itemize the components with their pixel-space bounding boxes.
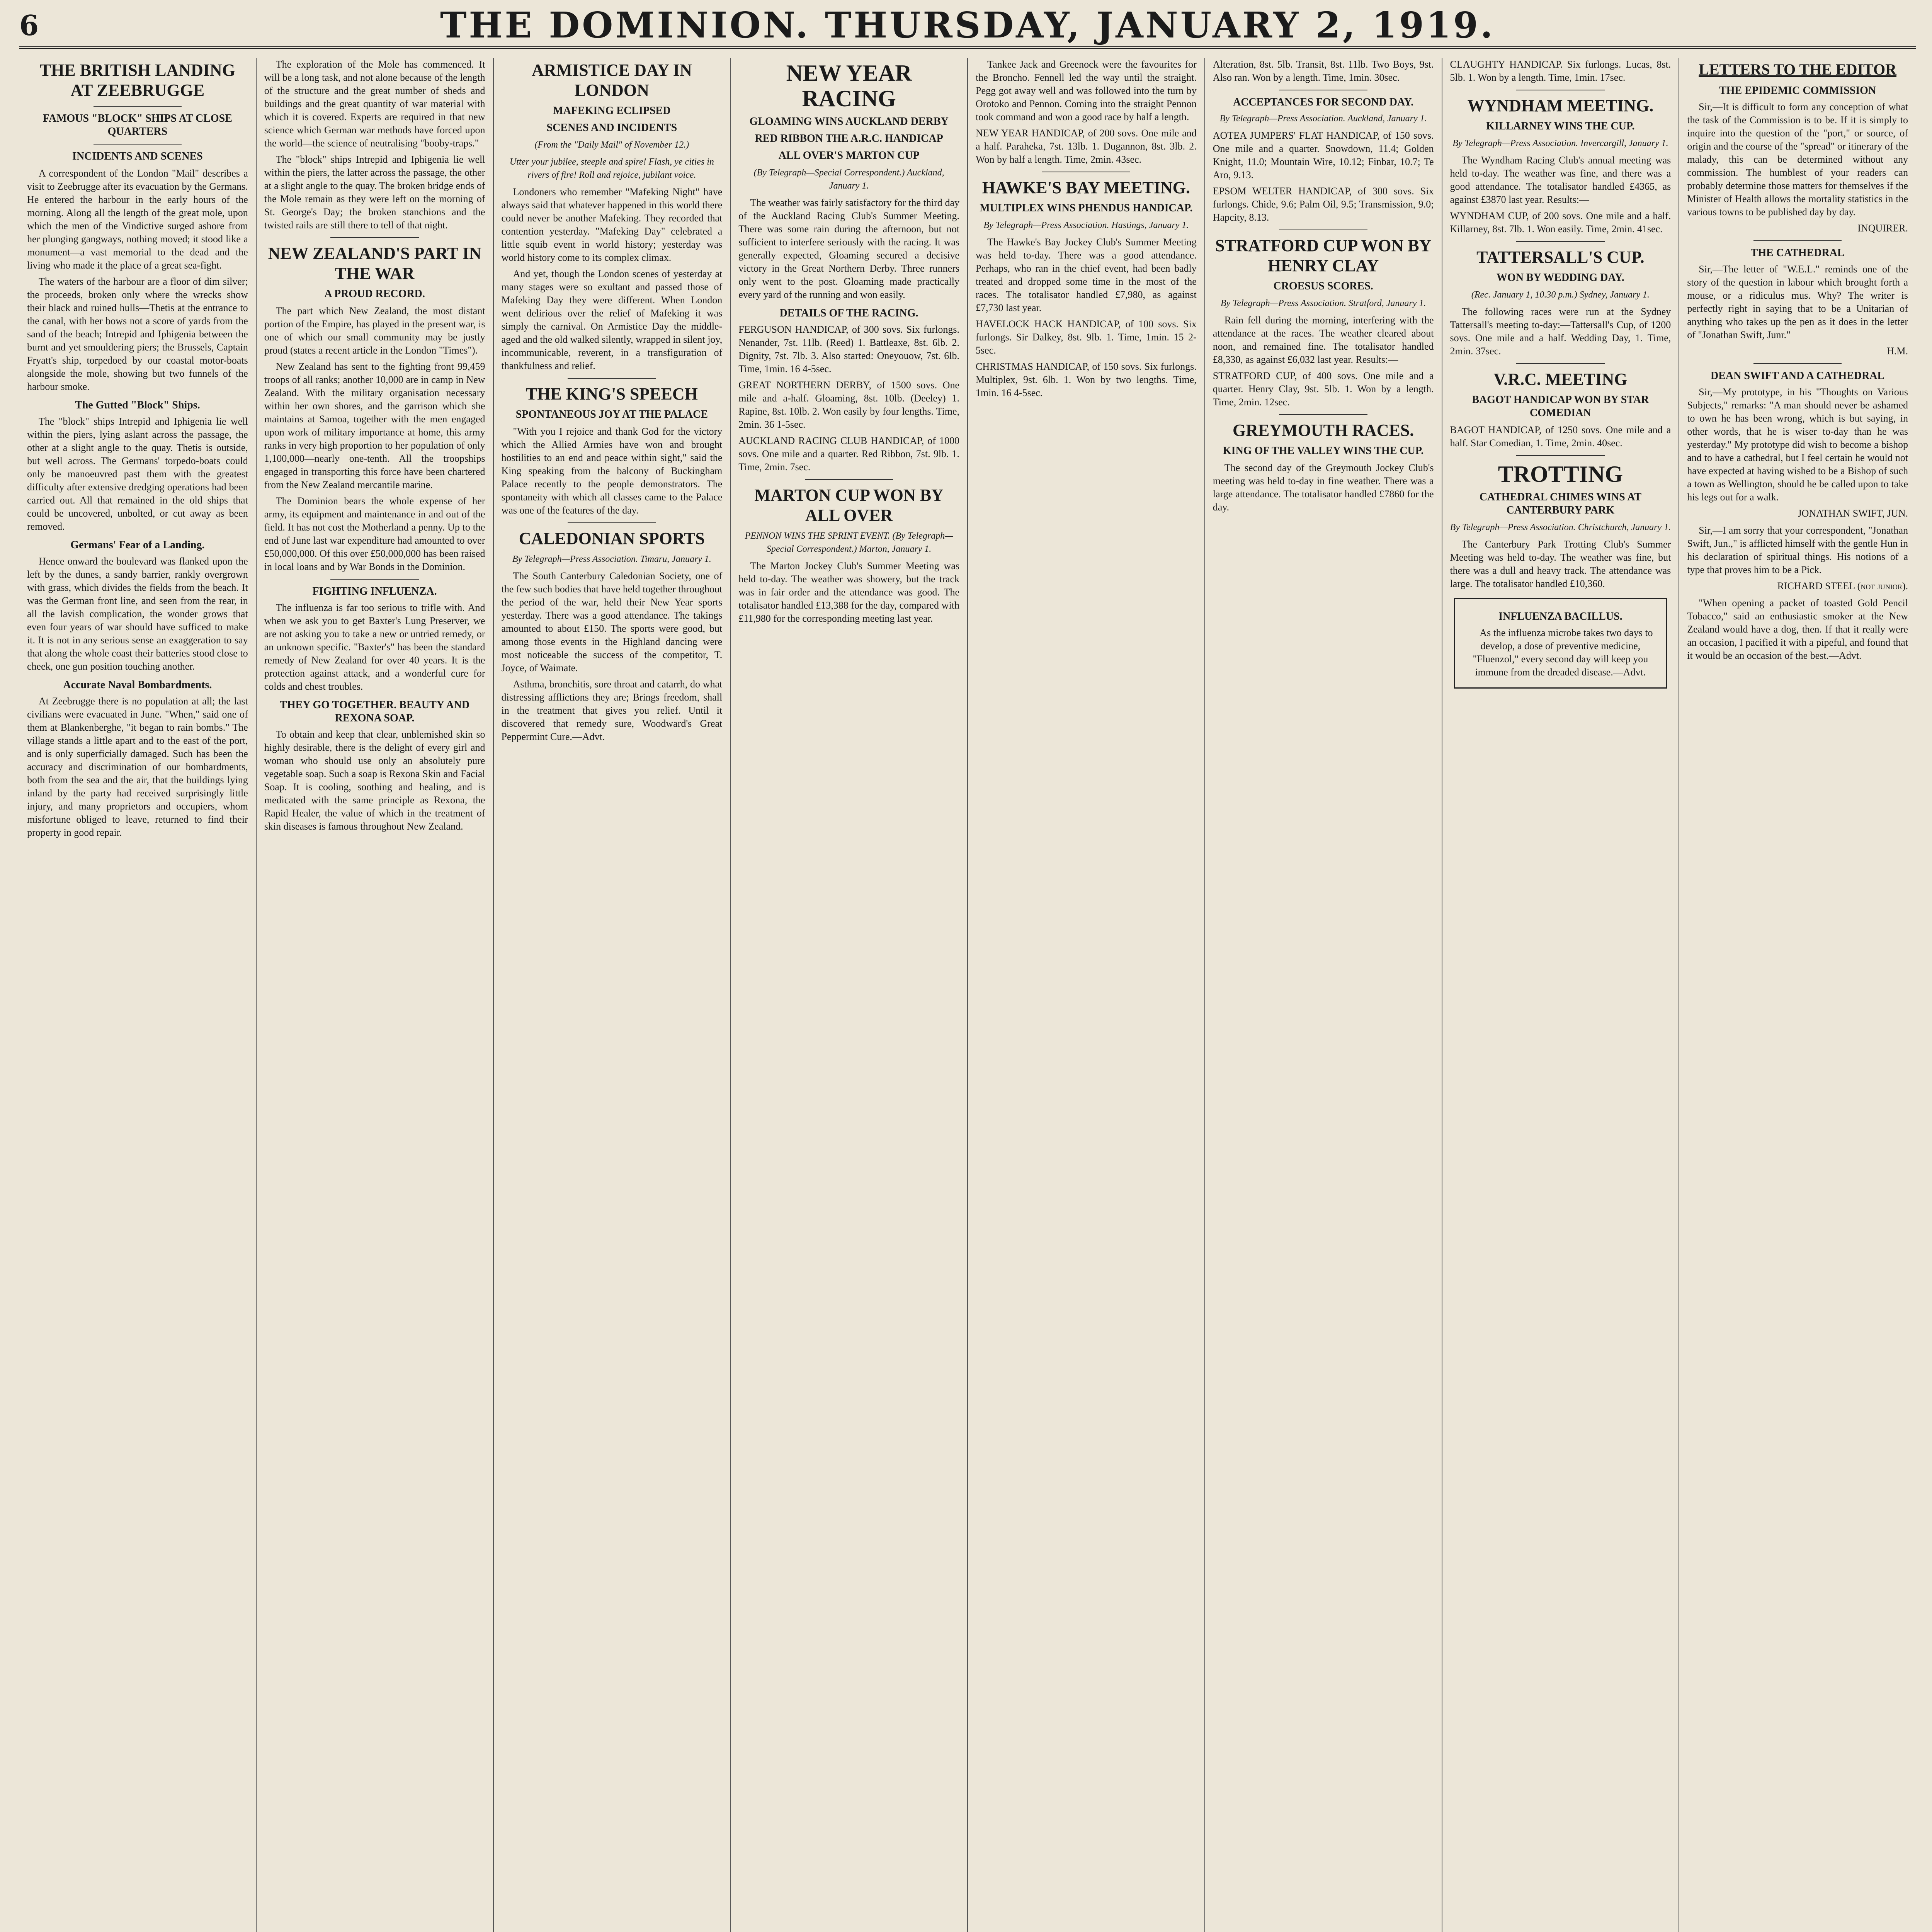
divider — [1753, 363, 1842, 364]
letter-subject: THE CATHEDRAL — [1750, 247, 1845, 259]
byline: By Telegraph—Press Association. Timaru, January 1. — [512, 554, 711, 564]
paragraph: The part which New Zealand, the most distant portion of the Empire, has played in the present war, is one of which our small community may be justly proud (states a recent article in the London "Times"). — [264, 305, 485, 356]
advertisement-box — [1454, 598, 1667, 689]
byline: (By Telegraph—Special Correspondent.) Auckland, January 1. — [753, 168, 944, 191]
divider — [1753, 240, 1842, 241]
subhead: FIGHTING INFLUENZA. — [312, 585, 437, 597]
paragraph: The South Canterbury Caledonian Society, one of the few such bodies that have held together throughout the period of the war, held their New Year sports yesterday. There was a good attendance. The takings amounted to about £150. The sports were good, but among those events in the Highland dancing were most noticeable the success of the competitor, T. Joyce, of Waimate. — [501, 570, 723, 673]
column-3 — [493, 58, 730, 1932]
advertisement: To obtain and keep that clear, unblemished skin so highly desirable, there is the delight of every girl and woman who should use only an absolutely pure vegetable soap. Such a soap is Rexona Skin and Facial Soap. It is cooling, soothing and healing, and is medicated with the same principle as Rexona, the Rapid Healer, the value of which in the treatment of skin diseases is famous throughout New Zealand. — [264, 729, 485, 832]
divider — [1279, 414, 1367, 415]
letters-heading: LETTERS TO THE EDITOR — [1699, 61, 1896, 78]
paragraph: Hence onward the boulevard was flanked upon the left by the dunes, a sandy barrier, rankly overgrown with grass, which divides the fields from the beach. It was the German front line, and seen from the rear, in all the lavish complication, the wonder grows that even four years of war should have sufficed to make it. It is not in any serious sense an exaggeration to say that along the whole coast their batteries stood close to cheek, one gun position touching another. — [27, 556, 248, 672]
article-headline: NEW ZEALAND'S PART IN THE WAR — [268, 244, 481, 283]
byline: By Telegraph—Press Association. Auckland, January 1. — [1219, 114, 1427, 124]
ad-headline: INFLUENZA BACILLUS. — [1498, 611, 1622, 622]
article-deck: KILLARNEY WINS THE CUP. — [1486, 120, 1635, 132]
paragraph: Londoners who remember "Mafeking Night" have always said that whatever happened in this world there could never be another Mafeking. They recorded that contention yesterday. "Mafeking Day" celebrated a little squib event in world history; yesterday was world history come to its complex climax. — [501, 186, 723, 263]
letter-body: Sir,—I am sorry that your correspondent, "Jonathan Swift, Jun.," is afflicted himself with the gentle Hun in his declaration of spiritual things. His notions of a type that proves him to be a Pick. — [1687, 525, 1908, 575]
race-result: STRATFORD CUP, of 400 sovs. One mile and a quarter. Henry Clay, 9st. 5lb. 1. Won by a length. Time, 2min. 12sec. — [1213, 370, 1434, 408]
advertisement: As the influenza microbe takes two days to develop, a dose of preventive medicine, "Fluenzol," every second day will keep you immune from the dreaded disease.—Advt. — [1473, 627, 1653, 678]
race-result: HAVELOCK HACK HANDICAP, of 100 sovs. Six furlongs. Sir Dalkey, 8st. 9lb. 1. Time, 1min. 15 2-5sec. — [976, 318, 1197, 356]
column-8 — [1679, 58, 1916, 1932]
race-result: CHRISTMAS HANDICAP, of 150 sovs. Six furlongs. Multiplex, 9st. 6lb. 1. Won by two lengths. Time, 1min. 16 4-5sec. — [976, 361, 1197, 398]
column-4 — [730, 58, 967, 1932]
article-headline: HAWKE'S BAY MEETING. — [982, 178, 1190, 197]
race-result: FERGUSON HANDICAP, of 300 sovs. Six furlongs. Nenander, 7st. 11lb. (Reed) 1. Battleaxe, 8st. 6lb. 2. Dignity, 7st. 7lb. 3. Also started: Oneyouow, 7st. 6lb. Time, 1min. 16 4-5sec. — [738, 324, 959, 374]
article-headline: ARMISTICE DAY IN LONDON — [531, 61, 692, 100]
race-result: CLAUGHTY HANDICAP. Six furlongs. Lucas, 8st. 5lb. 1. Won by a length. Time, 1min. 17sec. — [1450, 59, 1671, 83]
divider — [1516, 241, 1605, 242]
column-1 — [19, 58, 256, 1932]
article-deck: INCIDENTS AND SCENES — [72, 150, 203, 162]
masthead — [19, 4, 1916, 49]
subhead: Accurate Naval Bombardments. — [63, 679, 212, 691]
article-deck: KING OF THE VALLEY WINS THE CUP. — [1223, 445, 1424, 457]
divider — [330, 237, 419, 238]
column-5 — [967, 58, 1204, 1932]
byline: By Telegraph—Press Association. Invercargill, January 1. — [1452, 138, 1668, 148]
race-result: BAGOT HANDICAP, of 1250 sovs. One mile and a half. Star Comedian, 1. Time, 2min. 40sec. — [1450, 424, 1671, 449]
article-deck: BAGOT HANDICAP WON BY STAR COMEDIAN — [1472, 394, 1649, 419]
paragraph: The waters of the harbour are a floor of dim silver; the proceeds, broken only where the wrecks show their black and ruined hulls—Thetis at the entrance to the canal, with her bows not a score of yards from the sand of the beach; Intrepid and Iphigenia between the burnt and yet smouldering piers; the Brussels, Captain Fryatt's ship, torpedoed by our coastal motor-boats alongside the mole, showing but two funnels of the harbour smoke. — [27, 276, 248, 392]
paragraph: New Zealand has sent to the fighting front 99,459 troops of all ranks; another 10,000 are in camp in New Zealand. With the military organisation necessary within her own shores, and the garrison which she maintains at Samoa, together with the men engaged upon work of military importance at home, this army ranks in very high proportion to her population of only 1,100,000—nearly one-tenth. All the troopships engaged in transporting this force have been chartered from the New Zealand mercantile marine. — [264, 361, 485, 490]
advertisement: The influenza is far too serious to trifle with. And when we ask you to get Baxter's Lung Preserver, we are not asking you to take a new or untried remedy, or an unknown specific. "Baxter's" has been the standard remedy of New Zealand for over 40 years. It is the protection against attack, and a wonderful cure for colds and chest troubles. — [264, 602, 485, 692]
article-deck: RED RIBBON THE A.R.C. HANDICAP — [755, 133, 943, 145]
article-deck: FAMOUS "BLOCK" SHIPS AT CLOSE QUARTERS — [43, 112, 232, 138]
article-deck: CROESUS SCORES. — [1273, 280, 1373, 292]
paragraph: The following races were run at the Sydney Tattersall's meeting to-day:—Tattersall's Cup, of 1200 sovs. One mile and a half. Wedding Day, 1. Time, 2min. 37sec. — [1450, 306, 1671, 357]
columns — [19, 58, 1916, 1932]
race-result: GREAT NORTHERN DERBY, of 1500 sovs. One mile and a-half. Gloaming, 8st. 10lb. (Deeley) 1. Rapine, 8st. 10lb. 2. Won easily by four lengths. Time, 2min. 36 1-5sec. — [738, 379, 959, 430]
masthead-title: THE DOMINION. THURSDAY, JANUARY 2, 1919. — [440, 4, 1495, 46]
divider — [330, 579, 419, 580]
race-result: NEW YEAR HANDICAP, of 200 sovs. One mile and a half. Paraheka, 7st. 13lb. 1. Dugannon, 8st. 3lb. 2. Won by half a length. Time, 2min. 43sec. — [976, 128, 1197, 165]
letter-subject: THE EPIDEMIC COMMISSION — [1719, 85, 1876, 97]
letter-signature: JONATHAN SWIFT, JUN. — [1798, 508, 1908, 519]
article-headline: THE BRITISH LANDING AT ZEEBRUGGE — [39, 61, 235, 100]
advertisement: "When opening a packet of toasted Gold Pencil Tobacco," said an enthusiastic smoker at the New Zealand would have a dog, then. If that it really were an occasion, I pacified it with a pipeful, and found that it would be an occasion of the best.—Advt. — [1687, 597, 1908, 661]
letter-body: Sir,—It is difficult to form any conception of what the task of the Commission is to be. If it is simply to inquire into the question of the "port," or source, of origin and the course of the "spread" or itinerary of the malady, this can be determined without any commission. The humblest of your readers can probably determine those matters for themselves if the Minister of Health allows the mortality statistics in the various towns to be published day by day. — [1687, 101, 1908, 218]
divider — [805, 479, 893, 480]
article-deck: SPONTANEOUS JOY AT THE PALACE — [515, 408, 708, 420]
letter-signature: INQUIRER. — [1857, 223, 1908, 234]
article-headline: TROTTING — [1498, 461, 1623, 487]
paragraph: The weather was fairly satisfactory for the third day of the Auckland Racing Club's Summer Meeting. There was some rain during the afternoon, but not sufficient to interfere seriously with the racing. It was generally expected, Gloaming secured a decisive victory in the Great Northern Derby. Three runners only went to the post. Gloaming made practically every yard of the running and won easily. — [738, 197, 959, 300]
byline: By Telegraph—Press Association. Hastings, January 1. — [983, 220, 1189, 230]
letter-subject: DEAN SWIFT AND A CATHEDRAL — [1711, 370, 1885, 382]
race-result: WYNDHAM CUP, of 200 sovs. One mile and a half. Killarney, 8st. 7lb. 1. Won easily. Time, 2min. 41sec. — [1450, 210, 1671, 235]
page-number: 6 — [19, 9, 39, 42]
byline: PENNON WINS THE SPRINT EVENT. (By Telegraph—Special Correspondent.) Marton, January 1. — [745, 531, 953, 554]
letter-body: Sir,—My prototype, in his "Thoughts on Various Subjects," remarks: "A man should never be ashamed to own he has been wrong, which is but saying, in other words, that he is wiser to-day than he was yesterday." My prototype did wish to become a bishop and to have a cathedral, but I feel certain he would not have expected at having wished to be a Bishop of such a town as Wellington, should he be called upon to take his legs out for a walk. — [1687, 386, 1908, 503]
article-deck: WON BY WEDDING DAY. — [1496, 272, 1624, 284]
divider — [1516, 363, 1605, 364]
subhead: Germans' Fear of a Landing. — [70, 539, 205, 551]
article-deck: SCENES AND INCIDENTS — [546, 122, 677, 134]
letter-body: Sir,—The letter of "W.E.L." reminds one of the story of the question in labour which brought forth a mouse, or a ridiculus mus. Why? The writer is perfectly right in saying that to be a Unitarian of anything who takes up the pen as it does in the letter of "Jonathan Swift, Junr." — [1687, 264, 1908, 340]
race-acceptances: EPSOM WELTER HANDICAP, of 300 sovs. Six furlongs. Chide, 9.6; Palm Oil, 9.5; Transmission, 9.0; Hapcity, 8.13. — [1213, 185, 1434, 223]
paragraph: The Dominion bears the whole expense of her army, its equipment and maintenance in and out of the field. It has not cost the Motherland a penny. Up to the end of June last war expenditure had amounted to over £50,000,000. Of this over £50,000,000 has been raised in local loans and by War Bonds in the Dominion. — [264, 495, 485, 572]
column-7 — [1442, 58, 1679, 1932]
article-headline: GREYMOUTH RACES. — [1232, 421, 1414, 440]
paragraph: The Hawke's Bay Jockey Club's Summer Meeting was held to-day. There was a good attendance. Perhaps, who ran in the chief event, had been badly treated and dropped some time in the most of the races. The totalisator handled £7,980, as against £7,730 last year. — [976, 236, 1197, 313]
byline: By Telegraph—Press Association. Christchurch, January 1. — [1450, 522, 1671, 532]
article-headline: NEW YEAR RACING — [786, 60, 912, 111]
paragraph: The "block" ships Intrepid and Iphigenia lie well within the piers, the latter across the passage, the other at a slight angle to the quay. The broken bridge ends of the Mole remain as they were left on the morning of St. George's Day; the broken stanchions and the twisted rails are still there to tell of that night. — [264, 154, 485, 231]
divider — [568, 522, 656, 523]
verse: Utter your jubilee, steeple and spire! Flash, ye cities in rivers of fire! Roll and rejoice, jubilant voice. — [509, 157, 714, 180]
article-headline: CALEDONIAN SPORTS — [519, 529, 705, 548]
article-deck: MAFEKING ECLIPSED — [553, 105, 671, 117]
article-headline: THE KING'S SPEECH — [526, 384, 698, 403]
article-headline: V.R.C. MEETING — [1493, 370, 1628, 389]
paragraph: The exploration of the Mole has commenced. It will be a long task, and not alone because of the length of the structure and the great number of sheds and buildings and the great quantity of war material with which it is covered. Experts are required in that new science which German war methods have forced upon the world—the science of neutralising "booby-traps." — [264, 59, 485, 149]
paragraph: The "block" ships Intrepid and Iphigenia lie well within the piers, lying aslant across the passage, the other at a slight angle to the quay. Thetis is outside, but well across. The Germans' torpedo-boats could only be manoeuvred past them with the greatest difficulty after extensive dredging operations had been carried out. All that remained in the old ships that could be uncovered, unbolted, or cut away as been removed. — [27, 416, 248, 532]
column-2 — [256, 58, 493, 1932]
race-acceptances: AOTEA JUMPERS' FLAT HANDICAP, of 150 sovs. One mile and a quarter. Snowdown, 11.4; Golden Knight, 11.0; Mountain Wire, 10.12; Finbar, 10.7; Te Aro, 9.13. — [1213, 130, 1434, 180]
subhead: THEY GO TOGETHER. BEAUTY AND REXONA SOAP. — [280, 699, 470, 724]
subhead: The Gutted "Block" Ships. — [75, 399, 200, 411]
race-result: AUCKLAND RACING CLUB HANDICAP, of 1000 sovs. One mile and a quarter. Red Ribbon, 7st. 9lb. 1. Time, 2min. 7sec. — [738, 435, 959, 473]
letter-signature: H.M. — [1887, 345, 1908, 357]
divider — [568, 378, 656, 379]
column-6 — [1204, 58, 1442, 1932]
article-headline: STRATFORD CUP WON BY HENRY CLAY — [1215, 236, 1432, 275]
race-result: Alteration, 8st. 5lb. Transit, 8st. 11lb. Two Boys, 9st. Also ran. Won by a length. Time, 1min. 30sec. — [1213, 59, 1434, 83]
divider — [94, 144, 182, 145]
paragraph: The Marton Jockey Club's Summer Meeting was held to-day. The weather was showery, but the track was in fair order and the attendance was good. The totalisator handled £13,388 for the day, compared with £11,980 for the corresponding meeting last year. — [738, 560, 959, 624]
paragraph: "With you I rejoice and thank God for the victory which the Allied Armies have won and brought hostilities to an end and peace within sight," said the King speaking from the balcony of Buckingham Palace recently to the people demonstrators. The spontaneity with which all classes came to the Palace was one of the features of the day. — [501, 426, 723, 516]
article-headline: MARTON CUP WON BY ALL OVER — [754, 486, 944, 525]
paragraph: Rain fell during the morning, interfering with the attendance at the races. The weather cleared about noon, and remained fine. The totalisator handled £8,330, as against £6,032 last year. Results:— — [1213, 315, 1434, 365]
paragraph: The second day of the Greymouth Jockey Club's meeting was held to-day in fine weather. There was a large attendance. The totalisator handled £7860 for the day. — [1213, 462, 1434, 513]
paragraph: The Wyndham Racing Club's annual meeting was held to-day. The weather was fine, and there was a good attendance. The totalisator handled £4365, as against £3870 last year. Results:— — [1450, 155, 1671, 205]
divider — [94, 106, 182, 107]
divider — [1516, 455, 1605, 456]
article-headline: WYNDHAM MEETING. — [1467, 96, 1654, 115]
paragraph: And yet, though the London scenes of yesterday at many stages were so exultant and passed those of Mafeking Day they were different. When London went delirious over the relief of Mafeking it was simply the carnival. On Armistice Day the middle-aged and the old walked silently, wrapped in silent joy, incommunicable, reverent, in a transfiguration of thankfulness and relief. — [501, 268, 723, 371]
paragraph: Tankee Jack and Greenock were the favourites for the Broncho. Fennell led the way until the straight. Pegg got away well and was followed into the turn by Orotoko and Pennon. Coming into the straight Pennon took command and won a good race by half a length. — [976, 59, 1197, 122]
article-deck: ALL OVER'S MARTON CUP — [778, 150, 920, 162]
article-deck: A PROUD RECORD. — [324, 288, 425, 300]
letter-signature: RICHARD STEEL (not junior). — [1777, 580, 1908, 592]
article-deck: GLOAMING WINS AUCKLAND DERBY — [749, 116, 949, 128]
byline: By Telegraph—Press Association. Stratford, January 1. — [1220, 298, 1426, 308]
advertisement: Asthma, bronchitis, sore throat and catarrh, do what distressing afflictions they are; Brings freedom, shall in the treatment that gives you relief. Until it discovered that remedy sure, Woodward's Great Peppermint Cure.—Advt. — [501, 679, 723, 742]
article-deck: MULTIPLEX WINS PHENDUS HANDICAP. — [980, 202, 1193, 214]
subhead: DETAILS OF THE RACING. — [779, 307, 918, 319]
byline: (Rec. January 1, 10.30 p.m.) Sydney, January 1. — [1471, 290, 1650, 300]
paragraph: A correspondent of the London "Mail" describes a visit to Zeebrugge after its evacuation by the Germans. He entered the harbour in the early hours of the morning. Along all the length of the great mole, upon which the men of the Vindictive surged ashore from her plunging gangways, nothing moved; it stood like a monument—a vast memorial to the dead and the living who made it the place of a great sea-fight. — [27, 168, 248, 271]
article-headline: TATTERSALL'S CUP. — [1476, 248, 1645, 267]
article-deck: CATHEDRAL CHIMES WINS AT CANTERBURY PARK — [1479, 491, 1642, 516]
paragraph: The Canterbury Park Trotting Club's Summer Meeting was held to-day. The weather was fine, but there was a dull and heavy track. The attendance was large. The totalisator handled £10,360. — [1450, 539, 1671, 589]
paragraph: At Zeebrugge there is no population at all; the last civilians were evacuated in June. "When," said one of them at Blankenberghe, "it began to rain bombs." The village stands a little apart and to the east of the port, and is only superficially damaged. Such has been the accuracy and discrimination of our bombardments, both from the sea and the air, that the buildings lying inland by the party had received surprisingly little injury, and many proprietors and occupiers, whom misfortune obliged to leave, returned to find their property in good repair. — [27, 696, 248, 838]
subhead: ACCEPTANCES FOR SECOND DAY. — [1233, 96, 1414, 108]
byline: (From the "Daily Mail" of November 12.) — [534, 140, 689, 150]
